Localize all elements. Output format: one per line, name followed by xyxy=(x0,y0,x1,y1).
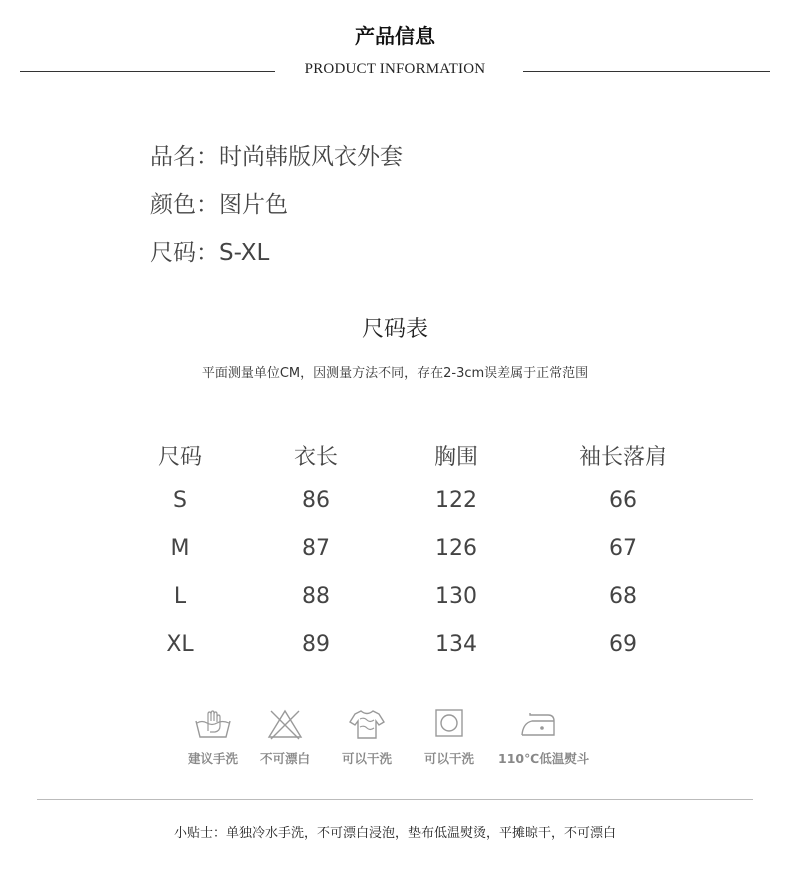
care-label: 建议手洗 xyxy=(187,751,238,766)
table-cell: 66 xyxy=(609,488,637,513)
table-header: 衣长 xyxy=(293,445,338,470)
footer-divider xyxy=(37,799,753,800)
care-label: 可以干洗 xyxy=(423,751,474,766)
care-item xyxy=(173,707,253,767)
care-item xyxy=(498,707,590,767)
table-cell: 88 xyxy=(302,584,330,609)
table-cell: 126 xyxy=(435,536,477,561)
size-chart-title: 尺码表 xyxy=(361,317,428,342)
measurement-note: 平面测量单位CM，因测量方法不同，存在2-3cm误差属于正常范围 xyxy=(201,366,589,381)
iron-icon xyxy=(518,707,558,741)
tumble-dry-icon xyxy=(429,707,469,741)
table-cell: 134 xyxy=(435,632,477,657)
table-cell: 69 xyxy=(609,632,637,657)
table-cell: S xyxy=(173,488,187,513)
table-cell: 87 xyxy=(302,536,330,561)
hand-wash-icon xyxy=(193,707,233,741)
care-item xyxy=(327,707,407,767)
page-subtitle: PRODUCT INFORMATION xyxy=(304,61,486,77)
page-title: 产品信息 xyxy=(355,24,435,48)
table-header: 袖长落肩 xyxy=(578,445,667,470)
care-label: 不可漂白 xyxy=(259,751,310,766)
table-cell: 67 xyxy=(609,536,637,561)
care-label: 可以干洗 xyxy=(341,751,392,766)
info-size: 尺码：S-XL xyxy=(150,240,270,266)
table-header: 胸围 xyxy=(433,445,478,470)
table-header: 尺码 xyxy=(157,445,202,470)
care-label: 110℃低温熨斗 xyxy=(498,751,590,766)
care-tip: 小贴士：单独冷水手洗，不可漂白浸泡，垫布低温熨烫，平摊晾干，不可漂白 xyxy=(173,826,616,841)
table-cell: 86 xyxy=(302,488,330,513)
table-cell: L xyxy=(173,584,187,609)
info-product-name: 品名：时尚韩版风衣外套 xyxy=(150,144,403,170)
divider-right xyxy=(523,71,770,72)
table-cell: 130 xyxy=(435,584,477,609)
table-cell: XL xyxy=(166,632,194,657)
table-cell: 89 xyxy=(302,632,330,657)
care-item xyxy=(409,707,489,767)
dry-clean-shirt-icon xyxy=(347,707,387,741)
no-bleach-icon xyxy=(265,707,305,741)
info-color: 颜色：图片色 xyxy=(150,192,288,218)
table-cell: M xyxy=(170,536,190,561)
care-item xyxy=(245,707,325,767)
table-cell: 122 xyxy=(435,488,477,513)
table-cell: 68 xyxy=(609,584,637,609)
